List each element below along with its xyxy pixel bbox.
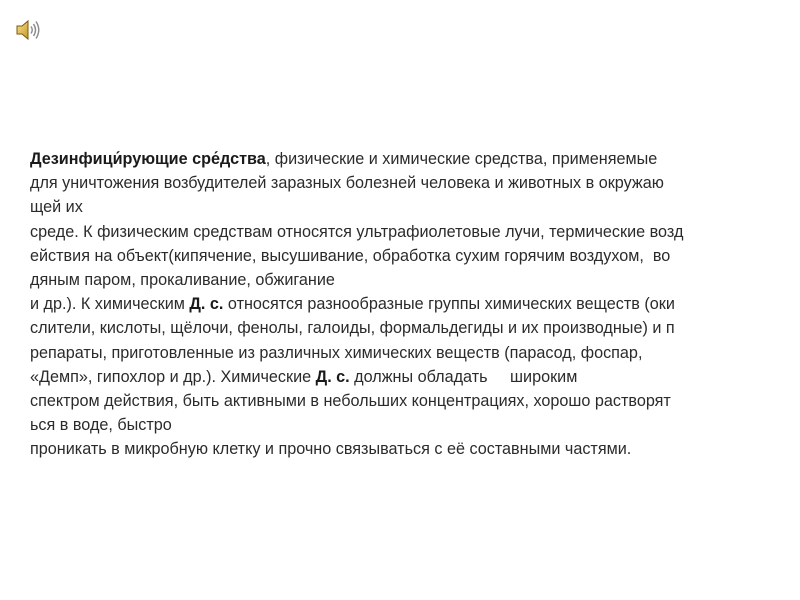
- line-text: , физические и химические средства, применяемые: [265, 150, 658, 168]
- line-text: относятся разнообразные группы химических веществ (оки: [223, 295, 675, 314]
- text-line-9: репараты, приготовленные из различных химических веществ (парасод, фоспар,: [30, 343, 643, 362]
- body-paragraph: [30, 147, 766, 462]
- speaker-sound-icon-graphic: [14, 18, 42, 42]
- line-text: и др.). К химическим: [30, 295, 190, 314]
- text-line-13: проникать в микробную клетку и прочно связываться с её составными частями.: [30, 440, 632, 459]
- line-text: «Демп», гипохлор и др.). Химические: [30, 367, 316, 386]
- text-line-1: [30, 147, 766, 171]
- text-line-11: спектром действия, быть активными в небольших концентрациях, хорошо растворят: [30, 392, 671, 411]
- text-line-6: дяным паром, прокаливание, обжигание: [30, 271, 335, 290]
- abbreviation: Д. с.: [189, 295, 224, 314]
- line-text: должны обладать широким: [349, 367, 578, 386]
- speaker-sound-icon[interactable]: [14, 18, 42, 42]
- text-line-12: ься в воде, быстро: [30, 416, 172, 435]
- text-line-3: щей их: [30, 198, 83, 217]
- text-line-10: [30, 365, 766, 389]
- abbreviation: Д. с.: [315, 367, 350, 386]
- text-line-7: [30, 292, 766, 316]
- text-line-4: среде. К физическим средствам относятся ультрафиолетовые лучи, термические возд: [30, 222, 684, 241]
- term-heading: Дезинфици́рующие сре́дства: [30, 150, 266, 168]
- text-line-8: слители, кислоты, щёлочи, фенолы, галоиды, формальдегиды и их производные) и п: [30, 319, 675, 338]
- text-line-2: для уничтожения возбудителей заразных болезней человека и животных в окружаю: [30, 174, 664, 193]
- text-line-5: ействия на объект(кипячение, высушивание, обработка сухим горячим воздухом, во: [30, 246, 671, 265]
